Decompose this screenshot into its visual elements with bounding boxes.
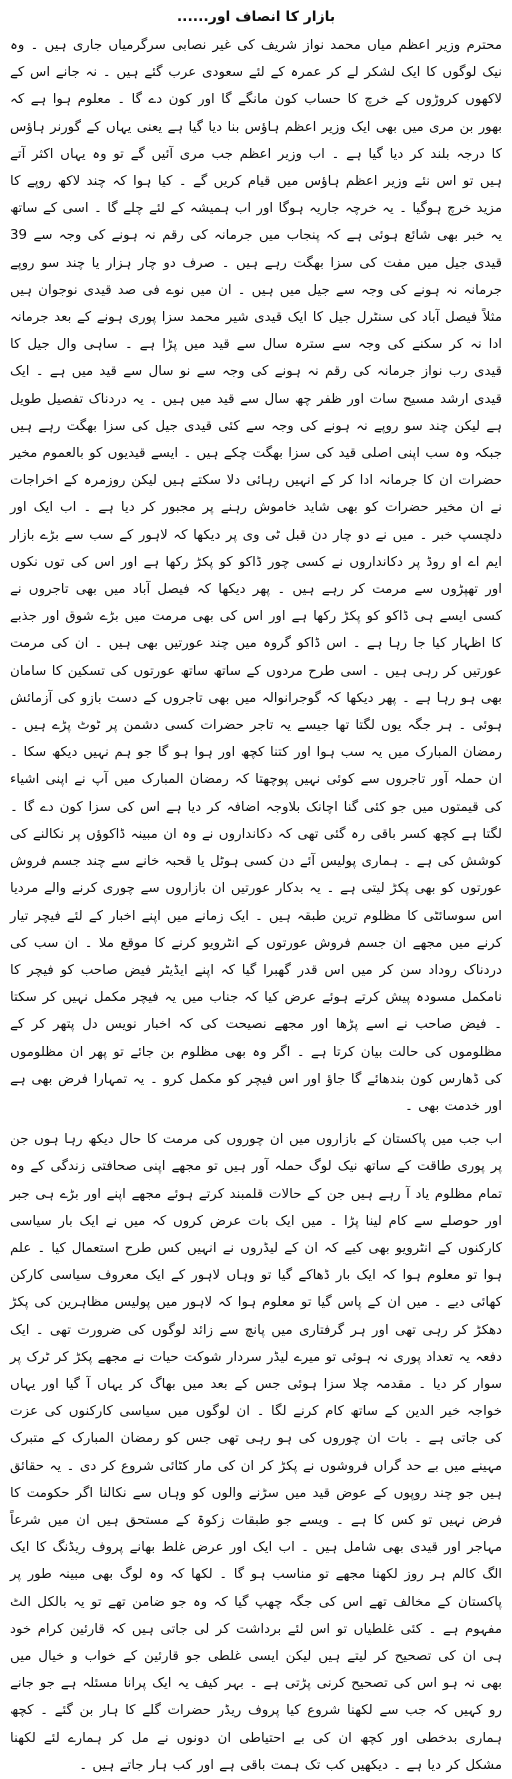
article-paragraph-1: محترم وزیر اعظم میاں محمد نواز شریف کی غیر نصابی سرگرمیاں جاری ہیں ۔ وہ نیک لوگوں کا ایک لشکر لے کر عمرہ کے لئے سعودی عرب گئے ہیں ۔ نہ جانے اس کے لاکھوں کروڑوں کے خرچ کا حساب کون مانگے گا اور کون دے گا ۔ معلوم ہوا ہے کہ بھور بن مری میں بھی ایک وزیر اعظم ہاؤس بنا دیا گیا ہے یعنی یہاں کے گورنر ہاؤس کا درجہ بلند کر دیا گیا ہے ۔ اب وزیر اعظم جب مری آئیں گے تو وہ یہاں اکثر آتے ہیں تو اس نئے وزیر اعظم ہاؤس میں قیام کریں گے ۔ کیا ہوا کہ چند لاکھ روپے کا مزید خرچ ہوگیا ۔ یہ خرچہ جاریہ ہوگا اور اب ہمیشہ کے لئے چلے گا ۔ اسی کے ساتھ یہ خبر بھی شائع ہوئی ہے کہ پنجاب میں جرمانہ کی رقم نہ ہونے کی وجہ سے 39 قیدی جیل میں مفت کی سزا بھگت رہے ہیں ۔ صرف دو چار ہزار یا چند سو روپے جرمانہ نہ ہونے کی وجہ سے جیل میں ہیں ۔ ان میں نوے فی صد قیدی نوجوان ہیں مثلاً فیصل آباد کی سنٹرل جیل کا ایک قیدی شیر محمد سزا پوری ہونے کے بعد جرمانہ ادا نہ کر سکنے کی وجہ سے سترہ سال سے قید میں پڑا ہے ۔ ساہی وال جیل کا قیدی رب نواز جرمانہ کی رقم نہ ہونے کی وجہ سے نو سال سے قید میں ہے ۔ ایک قیدی ارشد مسیح سات اور ظفر چھ سال سے قید میں ہیں ۔ یہ دردناک تفصیل طویل ہے لیکن چند سو روپے نہ ہونے کی وجہ سے کئی قیدی جیل کی سزا بھگت رہے ہیں جبکہ وہ سب اپنی اصلی قید کی سزا بھگت چکے ہیں ۔ ایسے قیدیوں کو بالعموم مخیر حضرات ان کا جرمانہ ادا کر کے انہیں رہائی دلا سکتے ہیں لیکن روزمرہ کے اخراجات نے ان مخیر حضرات کو بھی شاید خاموش رہنے پر مجبور کر دیا ہے ۔ اب ایک اور دلچسپ خبر ۔ میں نے دو چار دن قبل ٹی وی پر دیکھا کہ لاہور کے سب سے بڑے بازار ایم اے او روڈ پر دکانداروں نے کسی چور ڈاکو کو پکڑ رکھا ہے اور اس کی توں نکوں اور تھپڑوں سے مرمت کر رہے ہیں ۔ پھر دیکھا کہ فیصل آباد میں بھی تاجروں نے کسی ایسے ہی ڈاکو کو پکڑ رکھا ہے اور اس کی بھی مرمت میں بڑے شوق اور جذبے کا اظہار کیا جا رہا ہے ۔ اس ڈاکو گروہ میں چند عورتیں بھی ہیں ۔ ان کی مرمت عورتیں کر رہی ہیں ۔ اسی طرح مردوں کے ساتھ ساتھ عورتوں کی تسکین کا سامان بھی ہو رہا ہے ۔ پھر دیکھا کہ گوجرانوالہ میں بھی تاجروں کے دست بازو کی آزمائش ہوئی ۔ ہر جگہ یوں لگتا تھا جیسے یہ تاجر حضرات کسی دشمن پر ٹوٹ پڑے ہیں ۔ رمضان المبارک میں یہ سب ہوا اور کتنا کچھ اور ہوا ہو گا جو ہم نہیں دیکھ سکا ۔ ان حملہ آور تاجروں سے کوئی نہیں پوچھتا کہ رمضان المبارک میں آپ نے اپنی اشیاء کی قیمتوں میں جو کئی گنا اچانک بلاوجہ اضافہ کر دیا ہے اس کی سزا کون دے گا ۔ لگتا ہے کچھ کسر باقی رہ گئی تھی کہ دکانداروں نے وہ ان مبینہ ڈاکوؤں پر نکالنے کی کوشش کی ہے ۔ ہماری پولیس آئے دن کسی ہوٹل یا قحبہ خانے سے چند جسم فروش عورتوں کو بھی پکڑ لیتی ہے ۔ یہ بدکار عورتیں ان بازاروں سے چوری کرنے والے مردیا اس سوسائٹی کا مظلوم ترین طبقہ ہیں ۔ ایک زمانے میں اپنے اخبار کے لئے فیچر تیار کرنے میں مجھے ان جسم فروش عورتوں کے انٹرویو کرنے کا موقع ملا ۔ ان سب کی دردناک روداد سن کر میں اس قدر گھبرا گیا کہ اپنے ایڈیٹر فیض صاحب کو فیچر کا نامکمل مسودہ پیش کرتے ہوئے عرض کیا کہ جناب میں یہ فیچر مکمل نہیں کر سکتا ۔ فیض صاحب نے اسے پڑھا اور مجھے نصیحت کی کہ اخبار نویس دل پتھر کر کے مظلوموں کی حالت بیان کرتا ہے ۔ اگر وہ بھی مظلوم بن جائے تو پھر ان مظلوموں کی ڈھارس کون بندھائے گا جاؤ اور اس فیچر کو مکمل کرو ۔ یہ تمہارا فرض بھی ہے اور خدمت بھی ۔ <box>10 38 502 1114</box>
article-title: بازار کا انصاف اور...... <box>176 9 336 25</box>
article-paragraph-2: اب جب میں پاکستان کے بازاروں میں ان چوروں کی مرمت کا حال دیکھ رہا ہوں جن پر پوری طاقت کے ساتھ نیک لوگ حملہ آور ہیں تو مجھے اپنی صحافتی زندگی کے وہ تمام مظلوم یاد آ رہے ہیں جن کے حالات قلمبند کرتے ہوئے مجھے اپنے اور بڑے ہی جبر اور حوصلے سے کام لینا پڑا ۔ میں ایک بات عرض کروں کہ میں نے ایک بار سیاسی کارکنوں کے انٹرویو بھی کیے کہ ان کے لیڈروں نے انہیں کس طرح استعمال کیا ۔ علم ہوا تو معلوم ہوا کہ ایک بار ڈھاکے گیا تو وہاں لاہور کے ایک معروف سیاسی کارکن کھائی دیے ۔ میں ان کے پاس گیا تو معلوم ہوا کہ لاہور میں پولیس مظاہرین کی پکڑ دھکڑ کر رہی تھی اور ہر گرفتاری میں پانچ سے زائد لوگوں کی ضرورت تھی ۔ ایک دفعہ یہ تعداد پوری نہ ہوئی تو میرے لیڈر سردار شوکت حیات نے مجھے پکڑ کر ٹرک پر سوار کر دیا ۔ مقدمہ چلا سزا ہوئی جس کے بعد میں بھاگ کر یہاں آ گیا اور یہاں خواجہ خیر الدین کے ساتھ کام کرنے لگا ۔ ان لوگوں میں سیاسی کارکنوں کی عزت کی جاتی ہے ۔ بات ان چوروں کی ہو رہی تھی جس کو رمضان المبارک کے متبرک مہینے میں بے حد گراں فروشوں نے پکڑ کر ان کی مار کٹائی شروع کر دی ۔ یہ حقائق ہیں جو چند روپوں کے عوض قید میں سڑنے والوں کو وہاں سے نکالنا اگر حکومت کا فرض نہیں تو کس کا ہے ۔ ویسے جو طبقات زکوۃ کے مستحق ہیں ان میں شرعاً مہاجر اور قیدی بھی شامل ہیں ۔ اب ایک اور عرض غلط بھانے پروف ریڈنگ کا ایک الگ کالم ہر روز لکھنا مجھے تو مناسب ہو گا ۔ لکھا کہ وہ لوگ بھی مبینہ طور پر پاکستان کے مخالف تھے اس کی جگہ چھپ گیا کہ وہ جو ضامن تھے تو یہ بالکل الٹ مفہوم ہے ۔ کئی غلطیاں تو اس لئے برداشت کر لی جاتی ہیں کہ قارئین کرام خود ہی ان کی تصحیح کر لیتے ہیں لیکن ایسی غلطی جو قارئین کے خواب و خیال میں بھی نہ ہو اس کی تصحیح کرنی پڑتی ہے ۔ بہر کیف یہ ایک پرانا مسئلہ ہے جو جانے رو کہیں کہ جب سے لکھنا شروع کیا پروف ریڈر حضرات گلے کا ہار بن گئے ۔ کچھ ہماری بدخطی اور کچھ ان کی بے احتیاطی ان دونوں نے مل کر ہمارے لئے لکھنا مشکل کر دیا ہے ۔ دیکھیں کب تک ہمت باقی ہے اور کب ہار جاتے ہیں ۔ <box>10 1132 502 1773</box>
